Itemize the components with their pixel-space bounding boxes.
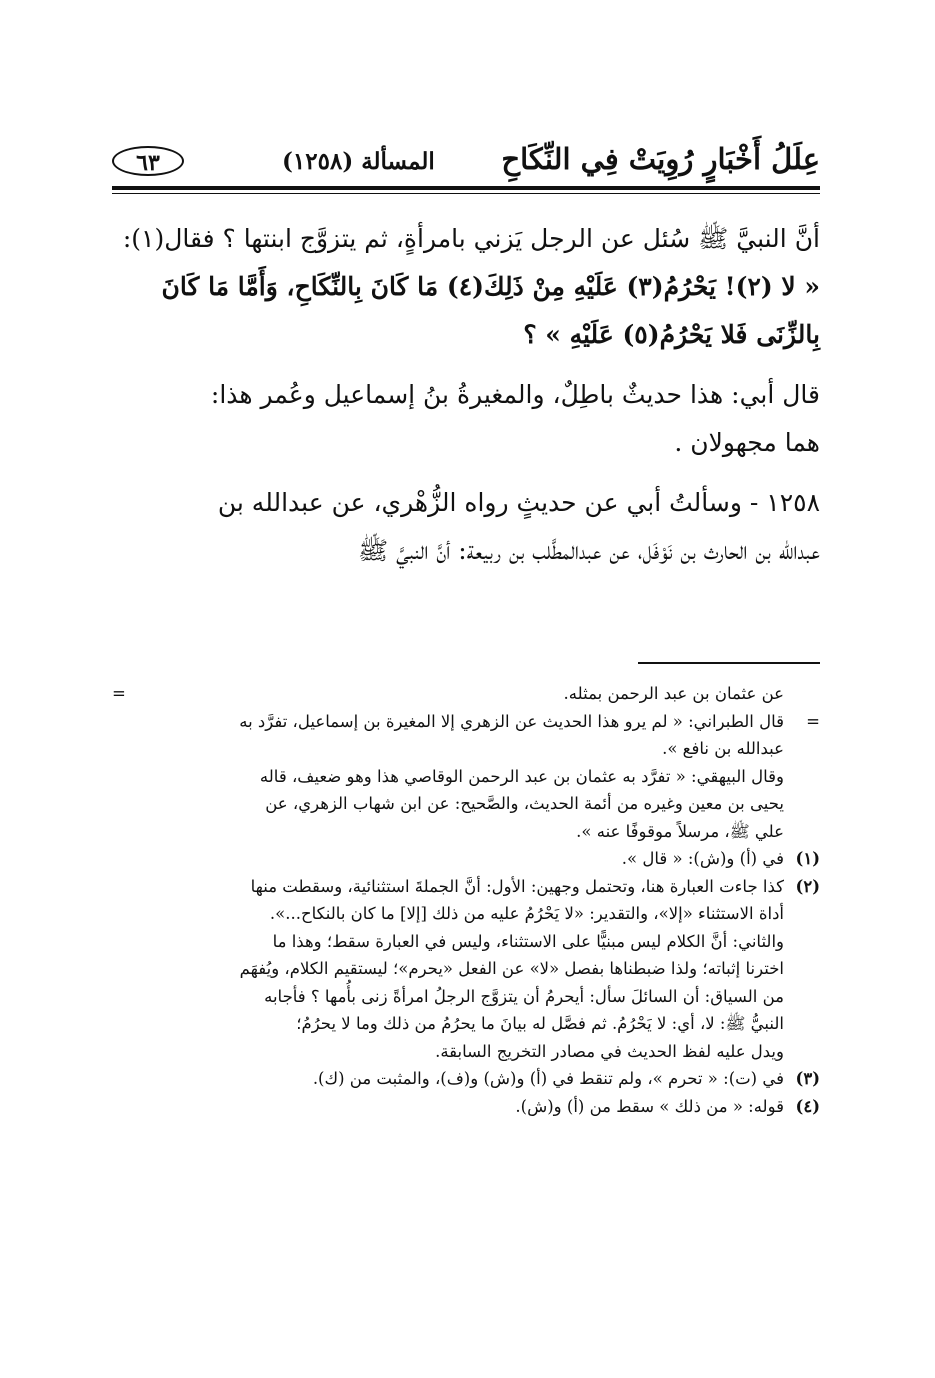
footnote-text: من السياق: أن السائلَ سأل: أيحرمُ أن يتزوَّج الرجلُ امرأةً زنى بأُمها ؟ فأجابه — [264, 986, 784, 1006]
continuation-marker: = — [806, 711, 820, 731]
footnote-text: علي ﷺ، مرسلاً موقوفًا عنه ». — [576, 821, 784, 841]
footnote-1 — [112, 845, 820, 873]
footnote-text: وقال البيهقي: « تفرَّد به عثمان بن عبد الرحمن الوقاصي هذا وهو ضعيف، قاله — [259, 766, 784, 786]
footnote-text: في (ت): « تحرم »، ولم تنقط في (أ) و(ش) و(ف)، والمثبت من (ك). — [312, 1069, 784, 1088]
footnote-line — [112, 900, 820, 928]
footnote-line — [112, 1010, 820, 1038]
footnote-text: ويدل عليه لفظ الحديث في مصادر التخريج السابقة. — [435, 1041, 784, 1061]
footnote-text: النبيُّ ﷺ: لا، أي: لا يَحْرُمُ. ثم فصَّل له بيانَ ما يحرُمُ من ذلك وما لا يحرُمُ؛ — [296, 1014, 784, 1033]
footnote-number: (٢) — [795, 876, 820, 896]
footnote-text: عن عثمان بن عبد الرحمن بمثله. — [563, 684, 784, 703]
footnote-line — [112, 928, 820, 956]
footnote-line — [112, 1038, 820, 1066]
footnote-4 — [112, 1093, 820, 1121]
footnote-separator — [638, 662, 820, 664]
book-title: عِلَلُ أَخْبَارٍ رُوِيَتْ فِي النِّكَاحِ — [501, 142, 820, 176]
footnote-text: قوله: « من ذلك » سقط من (أ) و(ش). — [515, 1096, 784, 1116]
footnote-3 — [112, 1065, 820, 1093]
text-line: أنَّ النبيَّ ﷺ سُئل عن الرجل يَزني بامرأةٍ، ثم يتزوَّج ابنتها ؟ فقال(١): — [122, 224, 820, 253]
footnote-line — [112, 763, 820, 791]
footnote-2 — [112, 873, 820, 901]
footnote-line — [112, 818, 820, 846]
text-line: عبدالله بن الحارث بن نَوْفَل، عن عبدالمطَّلب بن ربيعة: أنَّ النبيَّ ﷺ — [358, 536, 820, 565]
main-text — [112, 215, 820, 575]
footnotes — [112, 680, 820, 1120]
footnote-text: يحيى بن معين وغيره من أئمة الحديث، والصَّحيح: عن ابن شهاب الزهري، عن — [265, 794, 784, 813]
footnote-line — [112, 955, 820, 983]
footnote-number: (١) — [795, 849, 820, 868]
footnote-number: (٤) — [795, 1096, 820, 1116]
paragraph-issue-1258 — [112, 479, 820, 575]
footnote-line — [112, 983, 820, 1011]
footnote-text: والثاني: أنَّ الكلام ليس مبنيًّا على الاستثناء، وليس في العبارة سقط؛ وهذا ما — [272, 931, 784, 951]
footnote-line — [112, 680, 820, 708]
footnote-line — [112, 790, 820, 818]
header-rule-thick — [112, 186, 820, 190]
footnote-text: في (أ) و(ش): « قال ». — [621, 849, 784, 868]
footnote-text: قال الطبراني: « لم يرو هذا الحديث عن الزهري إلا المغيرة بن إسماعيل، تفرَّد به — [239, 711, 784, 731]
running-header — [112, 140, 820, 184]
page-number: ٦٣ — [112, 146, 184, 176]
text-line: « لا (٢)! يَحْرُمُ(٣) عَلَيْهِ مِنْ ذَلِكَ(٤) مَا كَانَ بِالنِّكَاحِ، وَأَمَّا مَا كَانَ — [161, 272, 820, 301]
text-line: بِالزِّنَى فَلا يَحْرُمُ(٥) عَلَيْهِ » ؟ — [523, 320, 820, 349]
footnote-text: اخترنا إثباته؛ ولذا ضبطناها بفصل «لا» عن الفعل «يحرم»؛ ليستقيم الكلام، ويُفهَم — [239, 959, 784, 978]
text-line: ١٢٥٨ - وسألتُ أبي عن حديثٍ رواه الزُّهْري، عن عبدالله بن — [217, 488, 820, 517]
footnote-text: كذا جاءت العبارة هنا، وتحتمل وجهين: الأول: أنَّ الجملةَ استثنائية، وسقطت منها — [250, 876, 784, 896]
text-line: هما مجهولان . — [674, 428, 820, 457]
issue-label: المسألة (١٢٥٨) — [282, 148, 435, 175]
paragraph-hadith — [112, 215, 820, 359]
footnote-text: عبدالله بن نافع ». — [662, 739, 784, 758]
footnote-text: أداة الاستثناء «إلا»، والتقدير: «لا يَحْرُمُ عليه من ذلك [إلا] ما كان بالنكاح...». — [269, 904, 784, 923]
paragraph-ruling — [112, 371, 820, 467]
footnote-line — [112, 735, 820, 763]
footnote-line — [112, 708, 820, 736]
header-rule-thin — [112, 193, 820, 194]
footnote-number: (٣) — [795, 1069, 820, 1088]
continuation-marker: = — [112, 684, 126, 703]
text-line: قال أبي: هذا حديثٌ باطِلٌ، والمغيرةُ بنُ إسماعيل وعُمر هذا: — [210, 380, 820, 409]
